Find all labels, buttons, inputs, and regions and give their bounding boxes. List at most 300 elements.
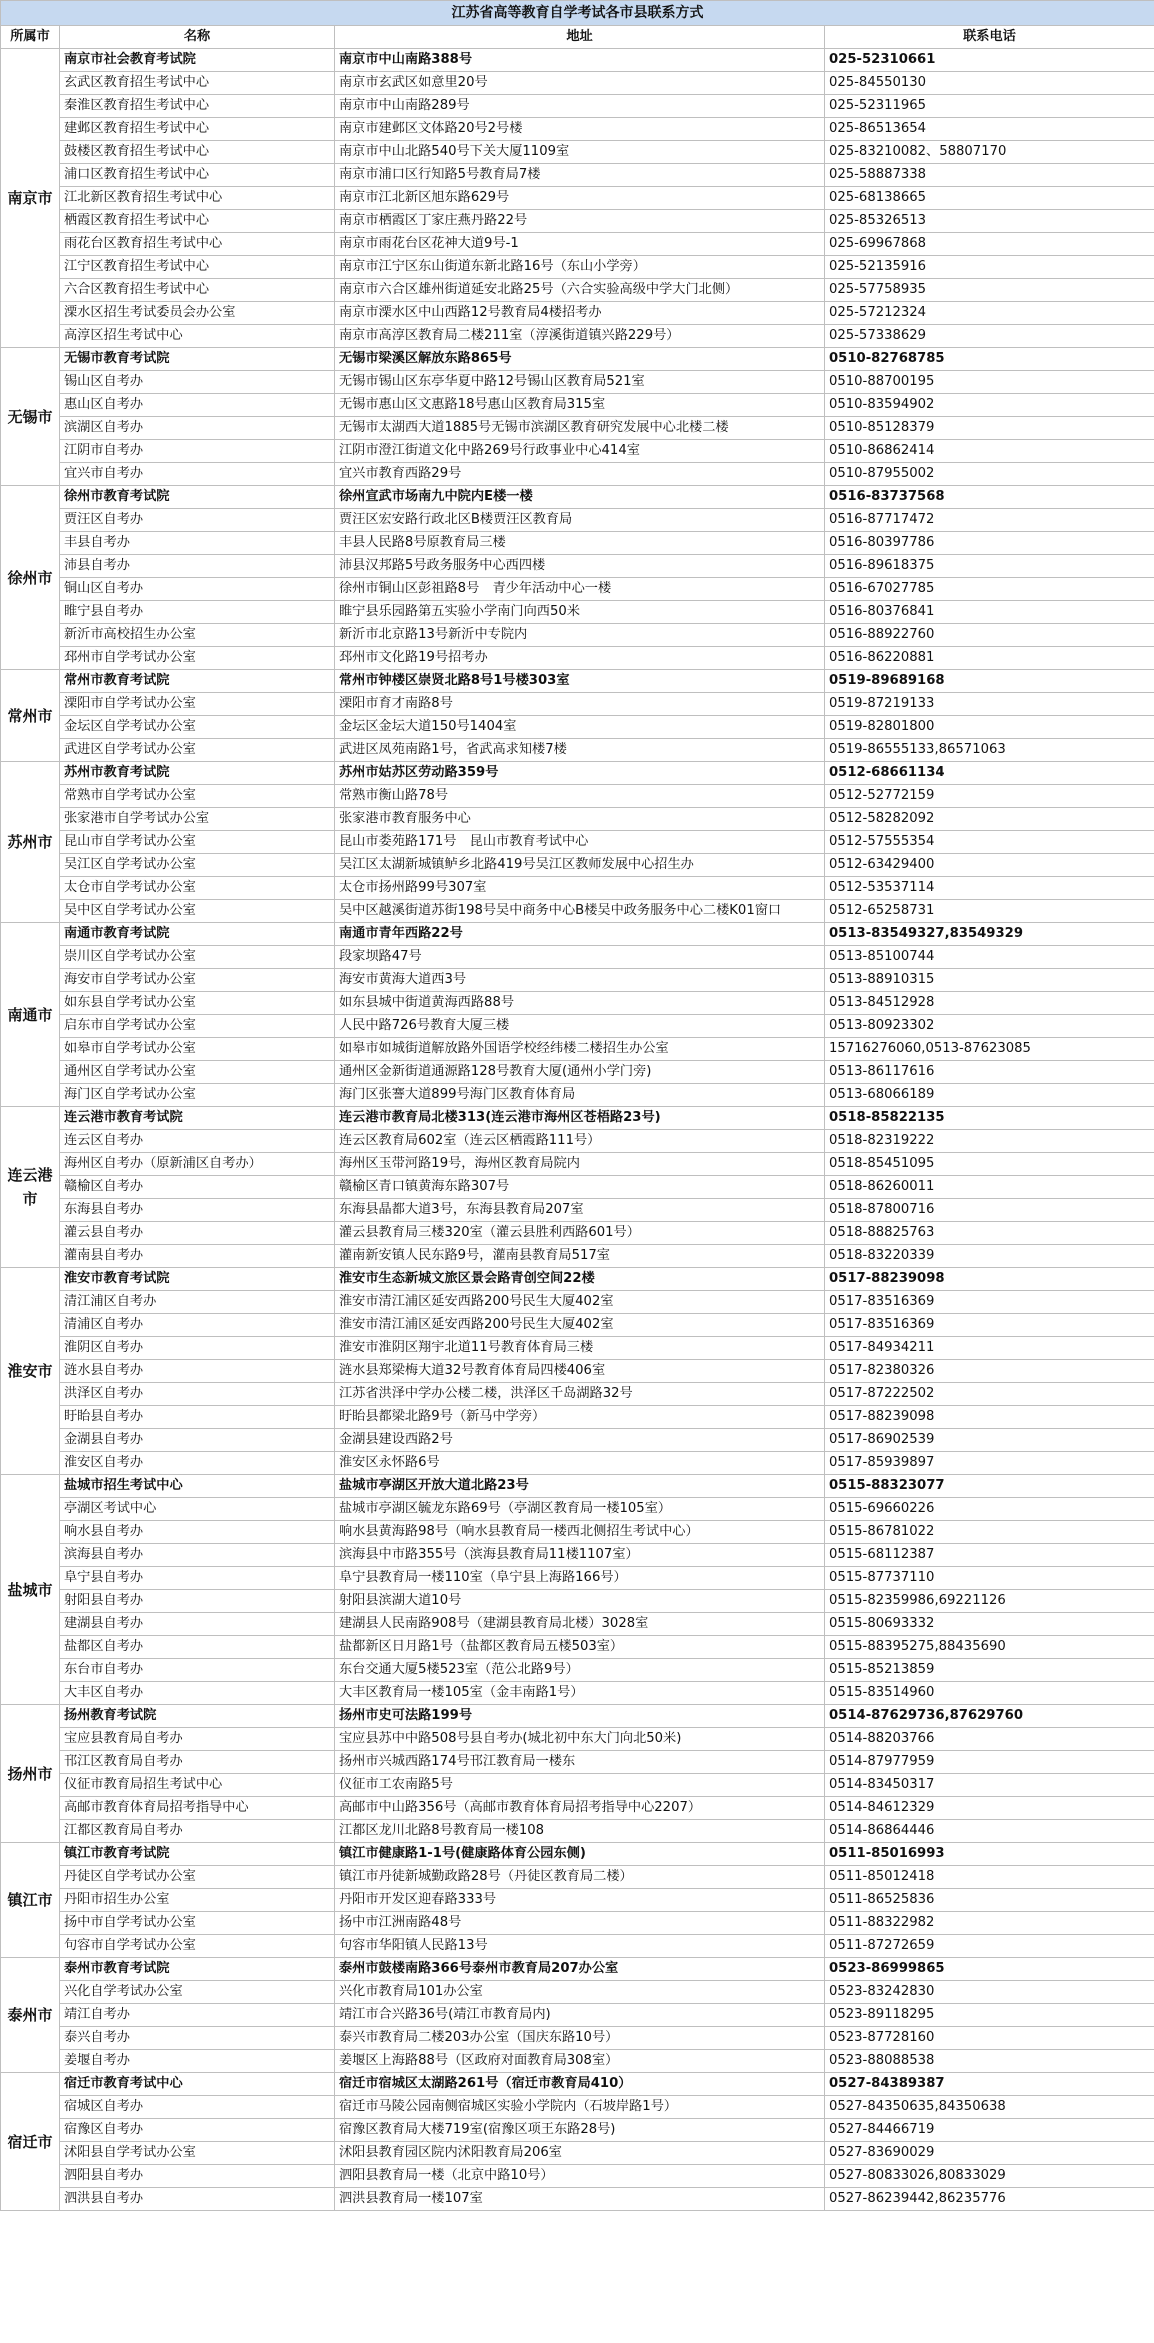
table-row <box>1 394 1154 417</box>
table-row <box>1 946 1154 969</box>
table-row <box>1 992 1154 1015</box>
table-row <box>1 1843 1154 1866</box>
address-cell: 吴中区越溪街道苏街198号吴中商务中心B楼吴中政务服务中心二楼K01窗口 <box>335 900 825 923</box>
table-row <box>1 1245 1154 1268</box>
name-cell: 宿迁市教育考试中心 <box>60 2073 335 2096</box>
table-row <box>1 624 1154 647</box>
address-cell: 人民中路726号教育大厦三楼 <box>335 1015 825 1038</box>
name-cell: 铜山区自考办 <box>60 578 335 601</box>
address-cell: 南通市青年西路22号 <box>335 923 825 946</box>
table-row <box>1 1015 1154 1038</box>
phone-cell: 0513-86117616 <box>825 1061 1154 1084</box>
table-row <box>1 1935 1154 1958</box>
phone-cell: 0523-87728160 <box>825 2027 1154 2050</box>
phone-cell: 0512-63429400 <box>825 854 1154 877</box>
address-cell: 泗洪县教育局一楼107室 <box>335 2188 825 2211</box>
name-cell: 宝应县教育局自考办 <box>60 1728 335 1751</box>
table-row <box>1 716 1154 739</box>
phone-cell: 0518-82319222 <box>825 1130 1154 1153</box>
address-cell: 姜堰区上海路88号（区政府对面教育局308室） <box>335 2050 825 2073</box>
city-cell: 镇江市 <box>1 1843 60 1958</box>
phone-cell: 15716276060,0513-87623085 <box>825 1038 1154 1061</box>
address-cell: 淮安市生态新城文旅区景会路青创空间22楼 <box>335 1268 825 1291</box>
phone-cell: 0516-87717472 <box>825 509 1154 532</box>
phone-cell: 025-85326513 <box>825 210 1154 233</box>
phone-cell: 0513-84512928 <box>825 992 1154 1015</box>
name-cell: 吴江区自学考试办公室 <box>60 854 335 877</box>
table-row <box>1 1130 1154 1153</box>
phone-cell: 0512-68661134 <box>825 762 1154 785</box>
address-cell: 射阳县滨湖大道10号 <box>335 1590 825 1613</box>
table-row <box>1 256 1154 279</box>
phone-cell: 0523-88088538 <box>825 2050 1154 2073</box>
name-cell: 涟水县自考办 <box>60 1360 335 1383</box>
table-row <box>1 1038 1154 1061</box>
address-cell: 阜宁县教育局一楼110室（阜宁县上海路166号） <box>335 1567 825 1590</box>
table-row <box>1 1820 1154 1843</box>
address-cell: 沛县汉邦路5号政务服务中心西四楼 <box>335 555 825 578</box>
phone-cell: 0517-84934211 <box>825 1337 1154 1360</box>
city-cell: 盐城市 <box>1 1475 60 1705</box>
name-cell: 泰兴自考办 <box>60 2027 335 2050</box>
table-row <box>1 877 1154 900</box>
phone-cell: 0527-84466719 <box>825 2119 1154 2142</box>
address-cell: 镇江市健康路1-1号(健康路体育公园东侧) <box>335 1843 825 1866</box>
city-cell: 宿迁市 <box>1 2073 60 2211</box>
name-cell: 睢宁县自考办 <box>60 601 335 624</box>
address-cell: 贾汪区宏安路行政北区B楼贾汪区教育局 <box>335 509 825 532</box>
phone-cell: 0514-87977959 <box>825 1751 1154 1774</box>
table-row <box>1 325 1154 348</box>
table-row <box>1 463 1154 486</box>
address-cell: 扬州市史可法路199号 <box>335 1705 825 1728</box>
table-row <box>1 969 1154 992</box>
address-cell: 赣榆区青口镇黄海东路307号 <box>335 1176 825 1199</box>
phone-cell: 0512-57555354 <box>825 831 1154 854</box>
phone-cell: 0512-65258731 <box>825 900 1154 923</box>
name-cell: 建邺区教育招生考试中心 <box>60 118 335 141</box>
address-cell: 南京市溧水区中山西路12号教育局4楼招考办 <box>335 302 825 325</box>
name-cell: 惠山区自考办 <box>60 394 335 417</box>
phone-cell: 0527-84350635,84350638 <box>825 2096 1154 2119</box>
table-row <box>1 164 1154 187</box>
address-cell: 盐城市亭湖区毓龙东路69号（亭湖区教育局一楼105室） <box>335 1498 825 1521</box>
phone-cell: 0517-88239098 <box>825 1268 1154 1291</box>
phone-cell: 025-83210082、58807170 <box>825 141 1154 164</box>
name-cell: 淮安区自考办 <box>60 1452 335 1475</box>
table-row <box>1 762 1154 785</box>
address-cell: 溧阳市育才南路8号 <box>335 693 825 716</box>
name-cell: 泗阳县自考办 <box>60 2165 335 2188</box>
name-cell: 通州区自学考试办公室 <box>60 1061 335 1084</box>
address-cell: 吴江区太湖新城镇鲈乡北路419号吴江区教师发展中心招生办 <box>335 854 825 877</box>
table-row <box>1 1797 1154 1820</box>
phone-cell: 0519-89689168 <box>825 670 1154 693</box>
address-cell: 江都区龙川北路8号教育局一楼108 <box>335 1820 825 1843</box>
table-row <box>1 141 1154 164</box>
phone-cell: 0516-83737568 <box>825 486 1154 509</box>
phone-cell: 0517-83516369 <box>825 1291 1154 1314</box>
table-row <box>1 1590 1154 1613</box>
header-name: 名称 <box>60 26 335 49</box>
address-cell: 丰县人民路8号原教育局三楼 <box>335 532 825 555</box>
table-row <box>1 2027 1154 2050</box>
address-cell: 淮安区永怀路6号 <box>335 1452 825 1475</box>
address-cell: 新沂市北京路13号新沂中专院内 <box>335 624 825 647</box>
name-cell: 太仓市自学考试办公室 <box>60 877 335 900</box>
phone-cell: 0518-83220339 <box>825 1245 1154 1268</box>
name-cell: 宜兴市自考办 <box>60 463 335 486</box>
address-cell: 仪征市工农南路5号 <box>335 1774 825 1797</box>
phone-cell: 0519-82801800 <box>825 716 1154 739</box>
phone-cell: 0517-88239098 <box>825 1406 1154 1429</box>
name-cell: 雨花台区教育招生考试中心 <box>60 233 335 256</box>
table-row <box>1 1567 1154 1590</box>
table-row <box>1 1774 1154 1797</box>
address-cell: 海安市黄海大道西3号 <box>335 969 825 992</box>
name-cell: 连云港市教育考试院 <box>60 1107 335 1130</box>
name-cell: 宿城区自考办 <box>60 2096 335 2119</box>
table-row <box>1 118 1154 141</box>
table-row <box>1 601 1154 624</box>
name-cell: 亭湖区考试中心 <box>60 1498 335 1521</box>
header-city: 所属市 <box>1 26 60 49</box>
address-cell: 无锡市梁溪区解放东路865号 <box>335 348 825 371</box>
address-cell: 海门区张謇大道899号海门区教育体育局 <box>335 1084 825 1107</box>
phone-cell: 0523-86999865 <box>825 1958 1154 1981</box>
address-cell: 江阴市澄江街道文化中路269号行政事业中心414室 <box>335 440 825 463</box>
table-row <box>1 923 1154 946</box>
phone-cell: 0511-86525836 <box>825 1889 1154 1912</box>
address-cell: 无锡市太湖西大道1885号无锡市滨湖区教育研究发展中心北楼二楼 <box>335 417 825 440</box>
name-cell: 清浦区自考办 <box>60 1314 335 1337</box>
address-cell: 南京市六合区雄州街道延安北路25号（六合实验高级中学大门北侧） <box>335 279 825 302</box>
name-cell: 南通市教育考试院 <box>60 923 335 946</box>
phone-cell: 0518-86260011 <box>825 1176 1154 1199</box>
phone-cell: 0513-85100744 <box>825 946 1154 969</box>
address-cell: 睢宁县乐园路第五实验小学南门向西50米 <box>335 601 825 624</box>
name-cell: 苏州市教育考试院 <box>60 762 335 785</box>
table-row <box>1 1107 1154 1130</box>
address-cell: 盐都新区日月路1号（盐都区教育局五楼503室） <box>335 1636 825 1659</box>
name-cell: 昆山市自学考试办公室 <box>60 831 335 854</box>
phone-cell: 025-86513654 <box>825 118 1154 141</box>
phone-cell: 0510-83594902 <box>825 394 1154 417</box>
name-cell: 淮安市教育考试院 <box>60 1268 335 1291</box>
table-row <box>1 2004 1154 2027</box>
name-cell: 盱眙县自考办 <box>60 1406 335 1429</box>
header-phone: 联系电话 <box>825 26 1154 49</box>
name-cell: 丰县自考办 <box>60 532 335 555</box>
address-cell: 灌南新安镇人民东路9号，灌南县教育局517室 <box>335 1245 825 1268</box>
name-cell: 溧阳市自学考试办公室 <box>60 693 335 716</box>
address-cell: 南京市雨花台区花神大道9号-1 <box>335 233 825 256</box>
name-cell: 常熟市自学考试办公室 <box>60 785 335 808</box>
table-row <box>1 279 1154 302</box>
address-cell: 淮安市淮阴区翔宇北道11号教育体育局三楼 <box>335 1337 825 1360</box>
address-cell: 连云区教育局602室（连云区栖霞路111号） <box>335 1130 825 1153</box>
phone-cell: 0511-85012418 <box>825 1866 1154 1889</box>
phone-cell: 0516-89618375 <box>825 555 1154 578</box>
address-cell: 东海县晶都大道3号，东海县教育局207室 <box>335 1199 825 1222</box>
name-cell: 邳州市自学考试办公室 <box>60 647 335 670</box>
name-cell: 江宁区教育招生考试中心 <box>60 256 335 279</box>
address-cell: 丹阳市开发区迎春路333号 <box>335 1889 825 1912</box>
address-cell: 宿迁市宿城区太湖路261号（宿迁市教育局410） <box>335 2073 825 2096</box>
address-cell: 盱眙县都梁北路9号（新马中学旁） <box>335 1406 825 1429</box>
table-row <box>1 1866 1154 1889</box>
address-cell: 南京市中山北路540号下关大厦1109室 <box>335 141 825 164</box>
phone-cell: 0514-83450317 <box>825 1774 1154 1797</box>
table-row <box>1 670 1154 693</box>
name-cell: 清江浦区自考办 <box>60 1291 335 1314</box>
table-row <box>1 1958 1154 1981</box>
address-cell: 昆山市娄苑路171号 昆山市教育考试中心 <box>335 831 825 854</box>
table-row <box>1 1199 1154 1222</box>
name-cell: 赣榆区自考办 <box>60 1176 335 1199</box>
name-cell: 秦淮区教育招生考试中心 <box>60 95 335 118</box>
table-row <box>1 1544 1154 1567</box>
name-cell: 泰州市教育考试院 <box>60 1958 335 1981</box>
phone-cell: 0510-85128379 <box>825 417 1154 440</box>
city-cell: 南通市 <box>1 923 60 1107</box>
table-row <box>1 2096 1154 2119</box>
table-row <box>1 486 1154 509</box>
name-cell: 溧水区招生考试委员会办公室 <box>60 302 335 325</box>
table-row <box>1 1222 1154 1245</box>
table-row <box>1 1521 1154 1544</box>
name-cell: 滨海县自考办 <box>60 1544 335 1567</box>
name-cell: 江都区教育局自考办 <box>60 1820 335 1843</box>
address-cell: 江苏省洪泽中学办公楼二楼，洪泽区千岛湖路32号 <box>335 1383 825 1406</box>
address-cell: 张家港市教育服务中心 <box>335 808 825 831</box>
address-cell: 镇江市丹徒新城勤政路28号（丹徒区教育局二楼） <box>335 1866 825 1889</box>
phone-cell: 0516-88922760 <box>825 624 1154 647</box>
name-cell: 响水县自考办 <box>60 1521 335 1544</box>
name-cell: 淮阴区自考办 <box>60 1337 335 1360</box>
name-cell: 句容市自学考试办公室 <box>60 1935 335 1958</box>
name-cell: 锡山区自考办 <box>60 371 335 394</box>
table-row <box>1 1981 1154 2004</box>
phone-cell: 025-57338629 <box>825 325 1154 348</box>
phone-cell: 0519-86555133,86571063 <box>825 739 1154 762</box>
table-row <box>1 210 1154 233</box>
name-cell: 连云区自考办 <box>60 1130 335 1153</box>
table-row <box>1 49 1154 72</box>
header-address: 地址 <box>335 26 825 49</box>
phone-cell: 0512-53537114 <box>825 877 1154 900</box>
table-row <box>1 2188 1154 2211</box>
phone-cell: 0513-68066189 <box>825 1084 1154 1107</box>
phone-cell: 0511-88322982 <box>825 1912 1154 1935</box>
phone-cell: 0510-82768785 <box>825 348 1154 371</box>
address-cell: 泰州市鼓楼南路366号泰州市教育局207办公室 <box>335 1958 825 1981</box>
table-row <box>1 831 1154 854</box>
address-cell: 宿迁市马陵公园南侧宿城区实验小学院内（石坡岸路1号） <box>335 2096 825 2119</box>
phone-cell: 0510-86862414 <box>825 440 1154 463</box>
name-cell: 盐都区自考办 <box>60 1636 335 1659</box>
address-cell: 宝应县苏中中路508号县自考办(城北初中东大门向北50米) <box>335 1728 825 1751</box>
phone-cell: 0518-88825763 <box>825 1222 1154 1245</box>
name-cell: 南京市社会教育考试院 <box>60 49 335 72</box>
table-row <box>1 95 1154 118</box>
address-cell: 金坛区金坛大道150号1404室 <box>335 716 825 739</box>
table-row <box>1 1636 1154 1659</box>
phone-cell: 0512-52772159 <box>825 785 1154 808</box>
name-cell: 滨湖区自考办 <box>60 417 335 440</box>
name-cell: 高淳区招生考试中心 <box>60 325 335 348</box>
name-cell: 武进区自学考试办公室 <box>60 739 335 762</box>
phone-cell: 025-58887338 <box>825 164 1154 187</box>
phone-cell: 0514-84612329 <box>825 1797 1154 1820</box>
address-cell: 句容市华阳镇人民路13号 <box>335 1935 825 1958</box>
phone-cell: 0518-85451095 <box>825 1153 1154 1176</box>
phone-cell: 0516-67027785 <box>825 578 1154 601</box>
phone-cell: 025-84550130 <box>825 72 1154 95</box>
name-cell: 沭阳县自学考试办公室 <box>60 2142 335 2165</box>
address-cell: 段家坝路47号 <box>335 946 825 969</box>
address-cell: 南京市栖霞区丁家庄燕丹路22号 <box>335 210 825 233</box>
table-row <box>1 509 1154 532</box>
phone-cell: 0513-88910315 <box>825 969 1154 992</box>
address-cell: 南京市浦口区行知路5号教育局7楼 <box>335 164 825 187</box>
name-cell: 常州市教育考试院 <box>60 670 335 693</box>
address-cell: 响水县黄海路98号（响水县教育局一楼西北侧招生考试中心） <box>335 1521 825 1544</box>
name-cell: 栖霞区教育招生考试中心 <box>60 210 335 233</box>
city-cell: 连云港市 <box>1 1107 60 1268</box>
address-cell: 东台交通大厦5楼523室（范公北路9号） <box>335 1659 825 1682</box>
city-cell: 常州市 <box>1 670 60 762</box>
phone-cell: 0515-80693332 <box>825 1613 1154 1636</box>
phone-cell: 0517-82380326 <box>825 1360 1154 1383</box>
table-row <box>1 2119 1154 2142</box>
table-row <box>1 417 1154 440</box>
address-cell: 如皋市如城街道解放路外国语学校经纬楼二楼招生办公室 <box>335 1038 825 1061</box>
name-cell: 金坛区自学考试办公室 <box>60 716 335 739</box>
phone-cell: 025-69967868 <box>825 233 1154 256</box>
table-row <box>1 1337 1154 1360</box>
table-row <box>1 1912 1154 1935</box>
table-row <box>1 1153 1154 1176</box>
table-row <box>1 2142 1154 2165</box>
name-cell: 镇江市教育考试院 <box>60 1843 335 1866</box>
name-cell: 启东市自学考试办公室 <box>60 1015 335 1038</box>
address-cell: 徐州宣武市场南九中院内E楼一楼 <box>335 486 825 509</box>
phone-cell: 0515-69660226 <box>825 1498 1154 1521</box>
address-cell: 海州区玉带河路19号，海州区教育局院内 <box>335 1153 825 1176</box>
phone-cell: 0513-83549327,83549329 <box>825 923 1154 946</box>
name-cell: 大丰区自考办 <box>60 1682 335 1705</box>
phone-cell: 0510-88700195 <box>825 371 1154 394</box>
address-cell: 南京市玄武区如意里20号 <box>335 72 825 95</box>
address-cell: 苏州市姑苏区劳动路359号 <box>335 762 825 785</box>
phone-cell: 025-52135916 <box>825 256 1154 279</box>
table-row <box>1 2050 1154 2073</box>
name-cell: 扬州教育考试院 <box>60 1705 335 1728</box>
table-title: 江苏省高等教育自学考试各市县联系方式 <box>1 1 1154 26</box>
table-row <box>1 1682 1154 1705</box>
table-row <box>1 1314 1154 1337</box>
name-cell: 海安市自学考试办公室 <box>60 969 335 992</box>
address-cell: 太仓市扬州路99号307室 <box>335 877 825 900</box>
phone-cell: 0516-80397786 <box>825 532 1154 555</box>
city-cell: 扬州市 <box>1 1705 60 1843</box>
name-cell: 江北新区教育招生考试中心 <box>60 187 335 210</box>
name-cell: 玄武区教育招生考试中心 <box>60 72 335 95</box>
table-row <box>1 1061 1154 1084</box>
table-row <box>1 1498 1154 1521</box>
table-row <box>1 1268 1154 1291</box>
phone-cell: 0515-68112387 <box>825 1544 1154 1567</box>
table-row <box>1 2073 1154 2096</box>
city-cell: 徐州市 <box>1 486 60 670</box>
name-cell: 徐州市教育考试院 <box>60 486 335 509</box>
table-row <box>1 348 1154 371</box>
phone-cell: 0516-80376841 <box>825 601 1154 624</box>
address-cell: 常熟市衡山路78号 <box>335 785 825 808</box>
address-cell: 无锡市锡山区东亭华夏中路12号锡山区教育局521室 <box>335 371 825 394</box>
table-row <box>1 1360 1154 1383</box>
address-cell: 南京市江北新区旭东路629号 <box>335 187 825 210</box>
phone-cell: 0515-86781022 <box>825 1521 1154 1544</box>
address-cell: 沭阳县教育园区院内沭阳教育局206室 <box>335 2142 825 2165</box>
phone-cell: 025-68138665 <box>825 187 1154 210</box>
address-cell: 兴化市教育局101办公室 <box>335 1981 825 2004</box>
name-cell: 海州区自考办（原新浦区自考办） <box>60 1153 335 1176</box>
address-cell: 宜兴市教育西路29号 <box>335 463 825 486</box>
phone-cell: 0510-87955002 <box>825 463 1154 486</box>
table-row <box>1 1889 1154 1912</box>
phone-cell: 0519-87219133 <box>825 693 1154 716</box>
name-cell: 海门区自学考试办公室 <box>60 1084 335 1107</box>
table-row <box>1 693 1154 716</box>
phone-cell: 0515-88395275,88435690 <box>825 1636 1154 1659</box>
table-row <box>1 1475 1154 1498</box>
table-body <box>1 49 1154 2211</box>
phone-cell: 0515-83514960 <box>825 1682 1154 1705</box>
table-row <box>1 72 1154 95</box>
table-row <box>1 808 1154 831</box>
address-cell: 扬州市兴城西路174号邗江教育局一楼东 <box>335 1751 825 1774</box>
address-cell: 泰兴市教育局二楼203办公室（国庆东路10号） <box>335 2027 825 2050</box>
phone-cell: 0511-87272659 <box>825 1935 1154 1958</box>
phone-cell: 0523-83242830 <box>825 1981 1154 2004</box>
address-cell: 灌云县教育局三楼320室（灌云县胜利西路601号） <box>335 1222 825 1245</box>
name-cell: 丹徒区自学考试办公室 <box>60 1866 335 1889</box>
address-cell: 金湖县建设西路2号 <box>335 1429 825 1452</box>
table-row <box>1 302 1154 325</box>
phone-cell: 0518-85822135 <box>825 1107 1154 1130</box>
table-row <box>1 854 1154 877</box>
table-row <box>1 1452 1154 1475</box>
table-row <box>1 1291 1154 1314</box>
address-cell: 徐州市铜山区彭祖路8号 青少年活动中心一楼 <box>335 578 825 601</box>
address-cell: 南京市中山南路289号 <box>335 95 825 118</box>
name-cell: 沛县自考办 <box>60 555 335 578</box>
name-cell: 盐城市招生考试中心 <box>60 1475 335 1498</box>
table-row <box>1 371 1154 394</box>
phone-cell: 0515-87737110 <box>825 1567 1154 1590</box>
address-cell: 滨海县中市路355号（滨海县教育局11楼1107室） <box>335 1544 825 1567</box>
name-cell: 六合区教育招生考试中心 <box>60 279 335 302</box>
address-cell: 南京市中山南路388号 <box>335 49 825 72</box>
address-cell: 大丰区教育局一楼105室（金丰南路1号） <box>335 1682 825 1705</box>
table-row <box>1 2165 1154 2188</box>
address-cell: 涟水县郑梁梅大道32号教育体育局四楼406室 <box>335 1360 825 1383</box>
phone-cell: 0514-87629736,87629760 <box>825 1705 1154 1728</box>
phone-cell: 0516-86220881 <box>825 647 1154 670</box>
address-cell: 盐城市亭湖区开放大道北路23号 <box>335 1475 825 1498</box>
